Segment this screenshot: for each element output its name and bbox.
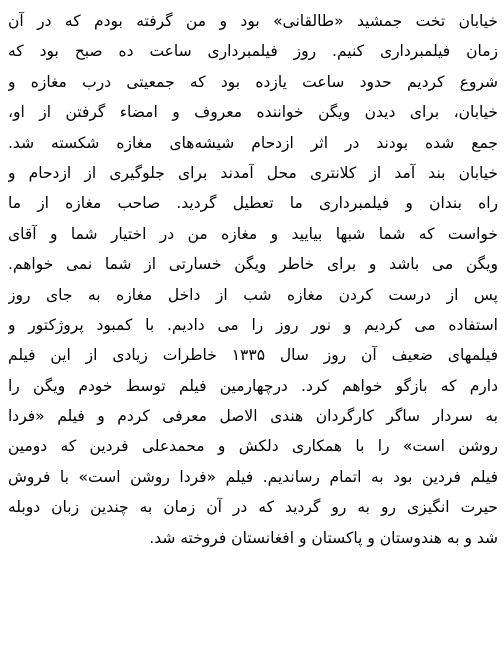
text-line: خیابان بند آمد از کلانتری محل آمدند برای جلوگیری از ازدحام و	[8, 163, 498, 182]
text-line: فیلمهای ضعیف آن روز سال ۱۳۳۵ خاطرات زیادی از این فیلم	[8, 346, 498, 365]
text-line: خیابان تخت جمشید «طالقانی» بود و من گرفته بودم که در آن	[8, 12, 498, 30]
text-line: شروع کردیم حدود ساعت یازده بود که جمعیتی درب مغازه و	[8, 72, 498, 91]
text-line: فیلم فردین بود به اتمام رساندیم. فیلم «فردا روشن است» با فروش	[8, 467, 498, 486]
text-line: ویگن می باشد و برای خاطر ویگن خسارتی از شما نمی خواهم.	[8, 255, 498, 274]
text-line: استفاده می کردیم و نور روز را می دادیم. با کمبود پروژکتور و	[8, 315, 498, 334]
text-line: جمع شده بودند در اثر ازدحام شیشه‌های مغازه شکسته شد.	[8, 133, 498, 152]
text-line: دارم که بازگو خواهم کرد. درچهارمین فیلم توسط خودم ویگن را	[8, 376, 498, 395]
text-line: خیابان، برای دیدن ویگن خواننده معروف و امضاء گرفتن از او،	[8, 103, 498, 122]
text-line: پس از درست کردن مغازه شب از داخل مغازه به جای روز	[8, 285, 498, 304]
text-line: روشن است» را با همکاری دلکش و محمدعلی فردین که دومین	[8, 437, 498, 456]
text-line: به سردار ساگر کارگردان هندی الاصل معرفی کردم و فیلم «فردا	[8, 407, 498, 426]
text-line: شد و به هندوستان و پاکستان و افغانستان فروخته شد.	[149, 528, 498, 547]
text-line: حیرت انگیزی رو به رو گردید که در آن زمان به چندین زبان دوبله	[8, 498, 498, 517]
body-text	[8, 6, 498, 553]
text-line: راه بندان و فیلمبرداری ما تعطیل گردید. صاحب مغازه از ما	[8, 194, 498, 213]
text-line: زمان فیلمبرداری کنیم. روز فیلمبرداری ساعت ده صبح بود که	[8, 42, 498, 61]
text-line: خواست که شما شبها بیایید و مغازه من در اختیار شما و آقای	[8, 224, 498, 243]
